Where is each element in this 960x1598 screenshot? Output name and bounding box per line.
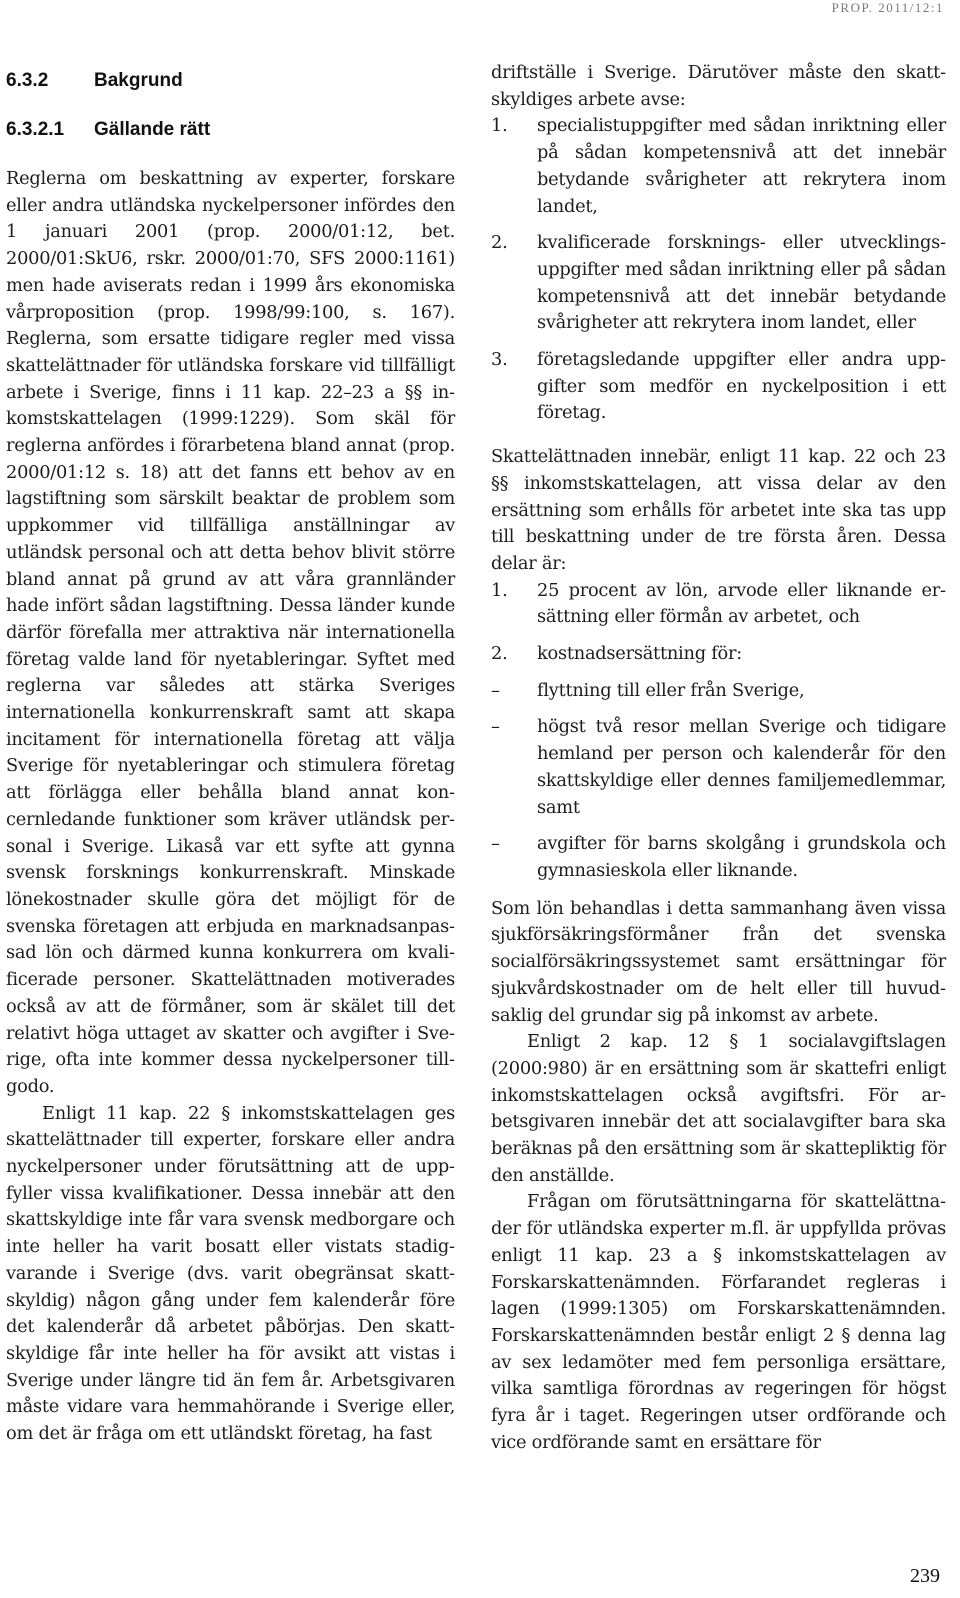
- right-column: [491, 60, 946, 1456]
- list-marker: –: [491, 716, 500, 738]
- section-title: Bakgrund: [94, 70, 183, 91]
- list-item-text: 25 procent av lön, arvode eller liknande ersättning eller förmån av arbetet, och: [537, 579, 946, 628]
- list-item-text: företagsledande uppgifter eller andra uppgifter som medför en nyckelposition i ett företag.: [537, 349, 946, 424]
- work-criteria-list: [491, 113, 946, 427]
- paragraph-tax-relief: Skattelättnaden innebär, enligt 11 kap. 22 och 23 §§ inkomstskattelagen, att vissa delar av den ersättning som erhålls för arbetet inte ska tas upp till beskattning under de tre första åren. Dessa delar är:: [491, 446, 946, 574]
- list-item-text: specialistuppgifter med sådan inriktning eller på sådan kompetensnivå att det innebär betydande svårigheter att rekrytera inom landet,: [537, 115, 946, 217]
- paragraph-social-fees: Enligt 2 kap. 12 § 1 socialavgiftslagen (2000:980) är en ersättning som är skattefri enligt inkomstskattelagen också avgiftsfri. För arbetsgivaren innebär det att socialavgifter bara ska beräknas på den ersättning som är skattepliktig för den anställde.: [491, 1031, 946, 1186]
- list-marker: 2.: [491, 232, 508, 254]
- list-item: [491, 113, 946, 220]
- list-item-text: avgifter för barns skolgång i grundskola och gymnasieskola eller liknande.: [537, 833, 946, 881]
- paragraph-qualifications: Enligt 11 kap. 22 § inkomstskattelagen ges skattelättnader till experter, forskare eller andra nyckelpersoner under förutsättning att de uppfyller vissa kvalifikationer. Dessa innebär att den skattskyldige inte får vara svensk medborgare och inte heller ha varit bosatt eller vistats stadigvarande i Sverige (dvs. varit obegränsat skattskyldig) någon gång under fem kalenderår före det kalenderår då arbetet påbörjas. Den skattskyldige får inte heller ha för avsikt att vistas i Sverige under längre tid än fem år. Arbetsgivaren måste vidare vara hemmahörande i Sverige eller, om det är fråga om ett utländskt företag, ha fast: [6, 1102, 455, 1445]
- paragraph-research-tax-board: Frågan om förutsättningarna för skattelättnader för utländska experter m.fl. är uppfyllda prövas enligt 11 kap. 23 a § inkomstskattelagen av Forskarskattenämnden. Förfarandet regleras i lagen (1999:1305) om Forskarskattenämnden. Forskarskattenämnden består enligt 2 § denna lag av sex ledamöter med fem personliga ersättare, vilka samtliga förordnas av regeringen för högst fyra år i taget. Regeringen utser ordförande och vice ordförande samt en ersättare för: [491, 1191, 946, 1453]
- subsection-heading: [6, 119, 455, 141]
- running-header: PROP. 2011/12:1: [831, 0, 944, 15]
- paragraph-background: Reglerna om beskattning av experter, forskare eller andra utländska nyckelpersoner infördes den 1 januari 2001 (prop. 2000/01:12, bet. 2000/01:SkU6, rskr. 2000/01:70, SFS 2000:1161) men hade aviserats redan i 1999 års ekonomiska vårproposition (prop. 1998/99:100, s. 167). Reglerna, som ersatte tidigare regler med vissa skattelättnader för utländska forskare vid tillfälligt arbete i Sverige, finns i 11 kap. 22–23 a §§ inkomstskattelagen (1999:1229). Som skäl för reglerna anfördes i förarbetena bland annat (prop. 2000/01:12 s. 18) att det fanns ett behov av en lagstiftning som särskilt beaktar de problem som uppkommer vid tillfälliga anställningar av utländsk personal och att detta behov blivit större bland annat på grund av att våra grannländer hade infört sådan lagstiftning. Dessa länder kunde därför förefalla mer attraktiva när internationella företag valde land för nyetableringar. Syftet med reglerna var således att stärka Sveriges internationella konkurrenskraft samt att skapa incitament för internationella företag att välja Sverige för nyetableringar och stimulera företag att förlägga eller behålla bland annat koncernledande funktioner som kräver utländsk personal i Sverige. Likaså var ett syfte att gynna svensk forsknings konkurrenskraft. Minskade lönekostnader skulle göra det möjligt för de svenska företagen att erbjuda en marknadsanpassad lön och därmed kunna konkurrera om kvalificerade personer. Skattelättnaden motiverades också av att de förmåner, som är skälet till det relativt höga uttaget av skatter och avgifter i Sverige, ofta inte kommer dessa nyckelpersoner tillgodo.: [6, 168, 455, 1097]
- page-number: 239: [910, 1565, 940, 1587]
- list-marker: 2.: [491, 643, 508, 665]
- list-item: [491, 347, 946, 427]
- exempt-parts-list: [491, 578, 946, 885]
- subsection-number: 6.3.2.1: [6, 119, 65, 140]
- list-item: [491, 578, 946, 631]
- list-marker: 3.: [491, 349, 508, 371]
- list-item: [491, 230, 946, 337]
- left-column: [6, 60, 455, 1448]
- list-marker: 1.: [491, 115, 508, 137]
- list-item: [491, 831, 946, 884]
- list-item-text: kostnadsersättning för:: [537, 643, 743, 665]
- paragraph-salary-definition: Som lön behandlas i detta sammanhang även vissa sjukförsäkringsförmåner från det svenska socialförsäkringssystemet samt ersättningar för sjukvårdskostnader om de helt eller till huvudsaklig del grundar sig på inkomst av arbete.: [491, 897, 946, 1026]
- list-marker: –: [491, 679, 500, 701]
- list-item: [491, 678, 946, 705]
- list-item-text: kvalificerade forsknings- eller utvecklingsuppgifter med sådan inriktning eller på sådan kompetensnivå att det innebär betydande svårigheter att rekrytera inom landet, eller: [537, 232, 946, 334]
- list-item-text: högst två resor mellan Sverige och tidigare hemland per person och kalenderår för den skattskyldige eller dennes familjemedlemmar, samt: [537, 716, 946, 818]
- list-item: [491, 641, 946, 668]
- list-marker: 1.: [491, 579, 508, 601]
- list-item: [491, 714, 946, 821]
- paragraph-work-requirements: driftställe i Sverige. Därutöver måste den skattskyldiges arbete avse:: [491, 62, 946, 110]
- list-marker: –: [491, 833, 500, 855]
- section-heading: [6, 70, 455, 92]
- section-number: 6.3.2: [6, 70, 49, 91]
- list-item-text: flyttning till eller från Sverige,: [537, 679, 805, 701]
- subsection-title: Gällande rätt: [94, 119, 211, 140]
